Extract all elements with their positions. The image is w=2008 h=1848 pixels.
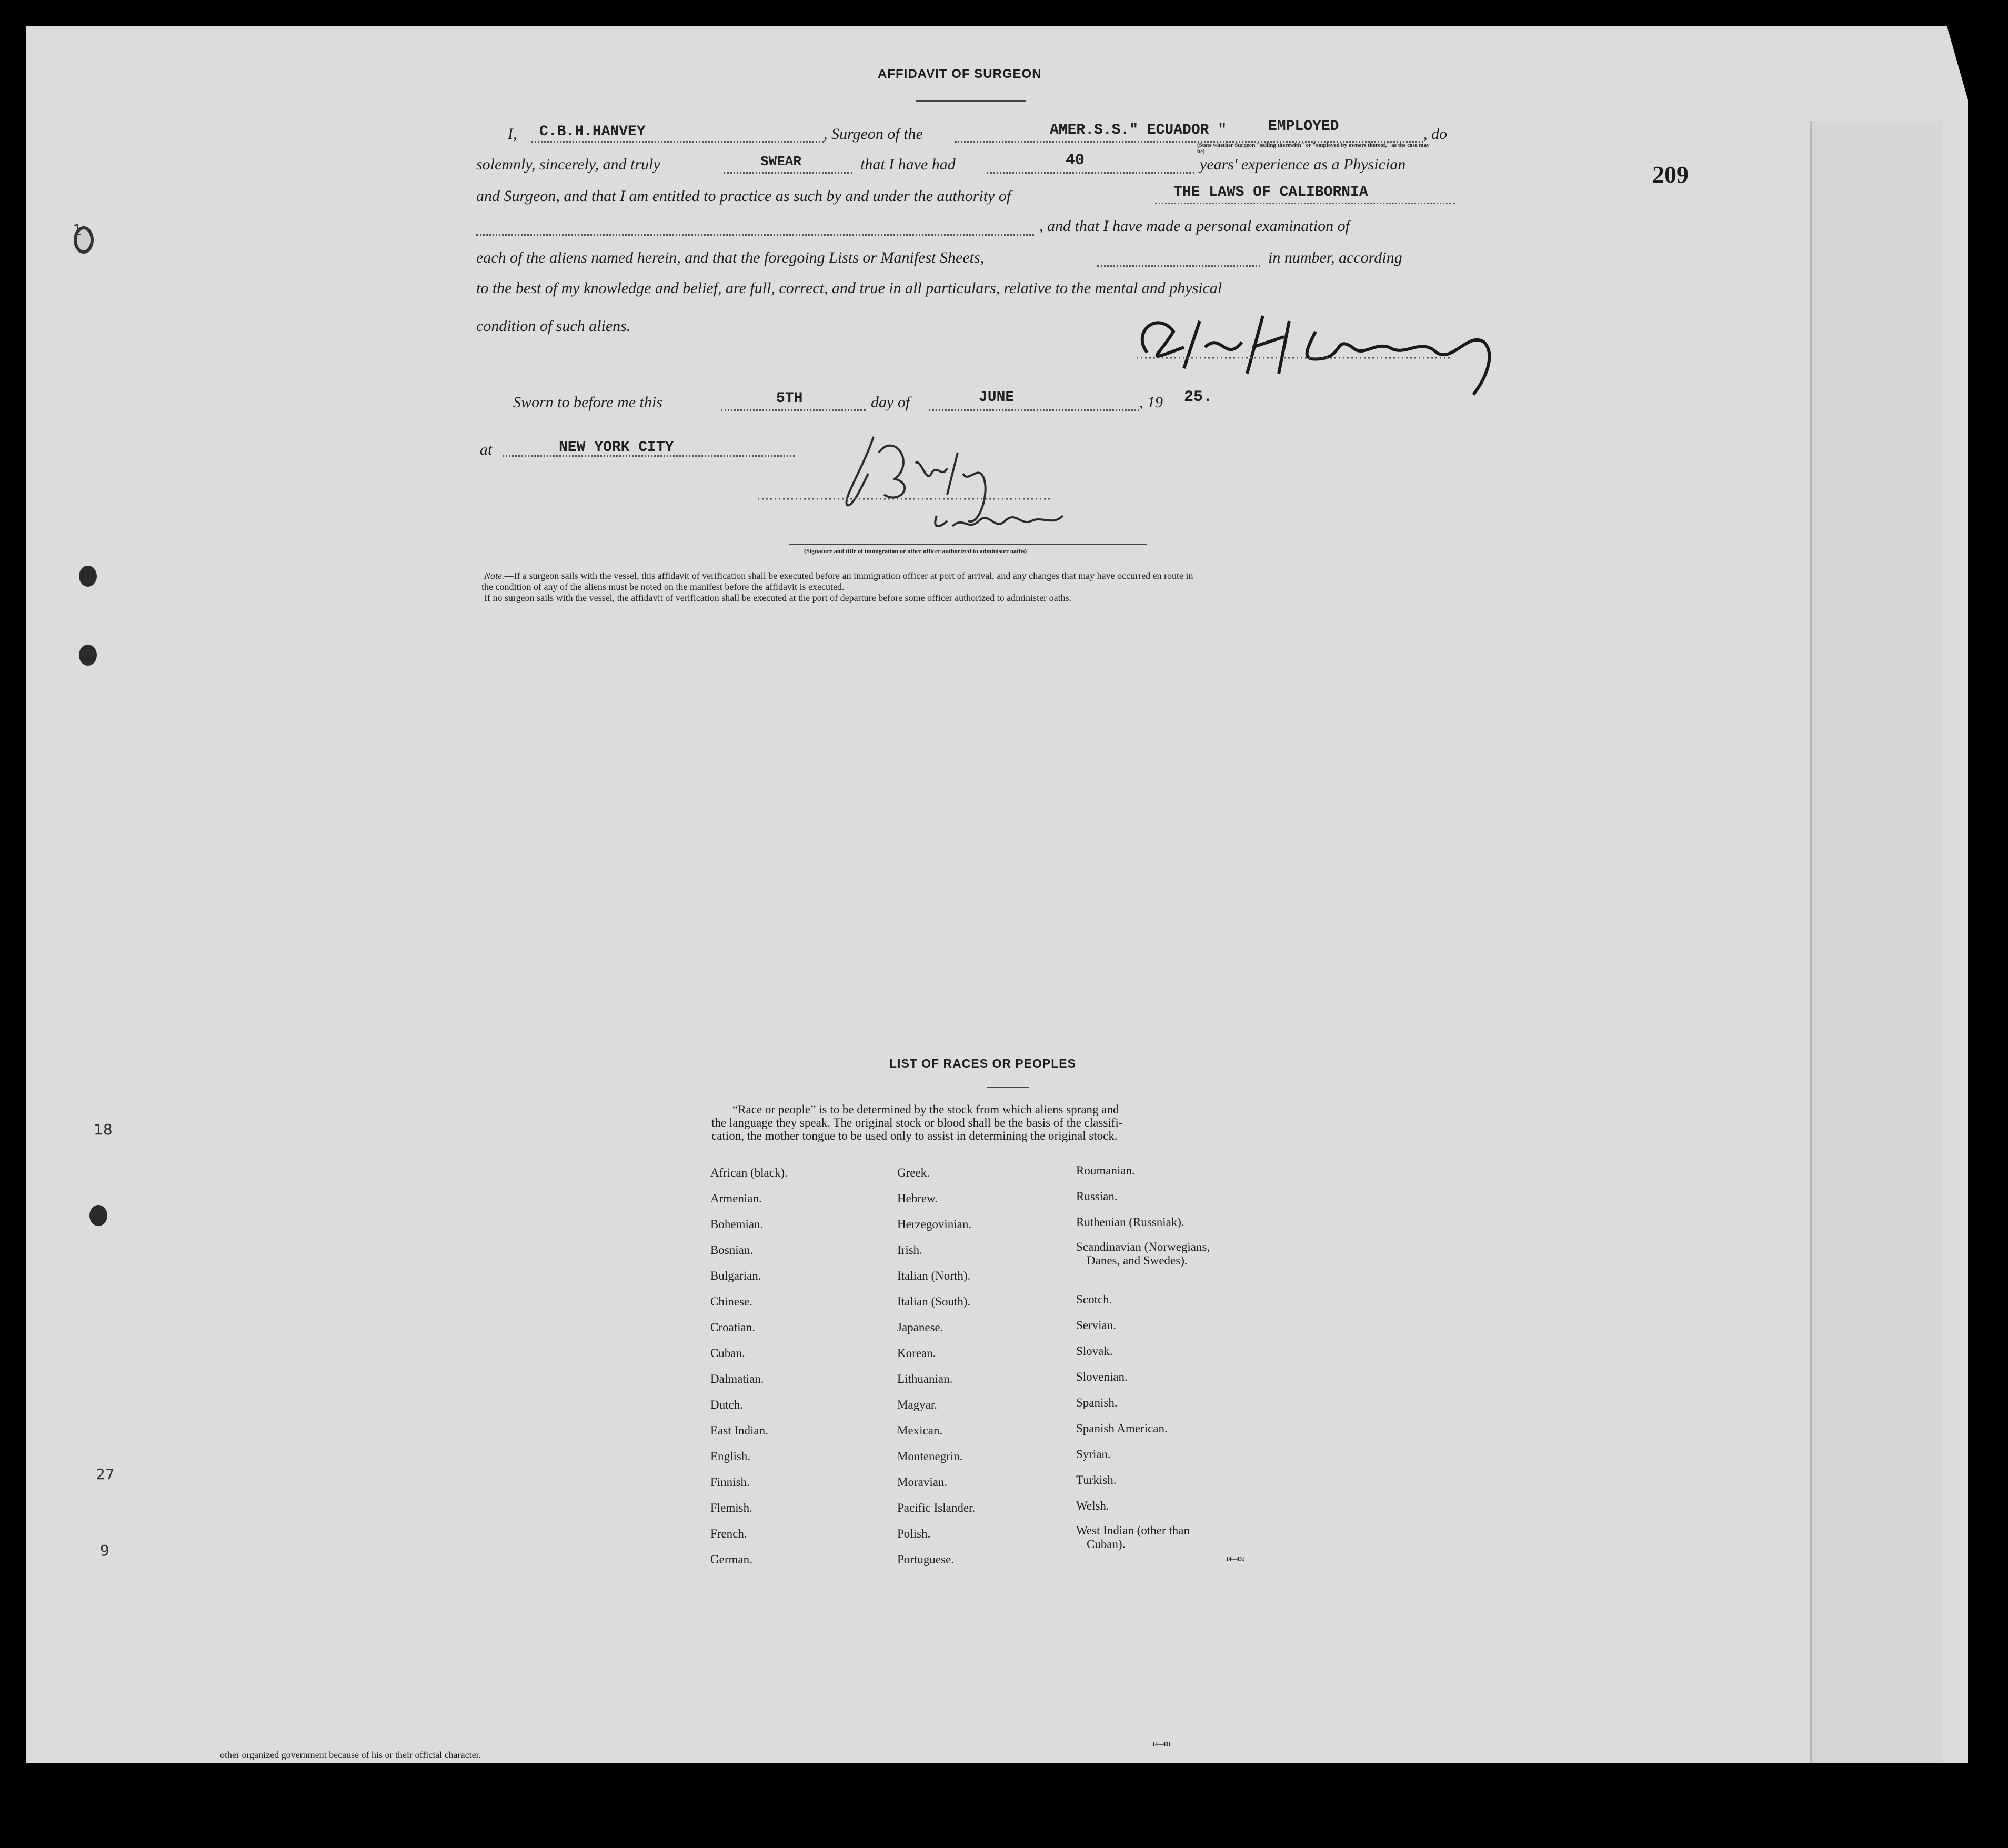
race-item: Dutch. — [710, 1398, 743, 1411]
footer-text: other organized government because of his or their official character. — [220, 1750, 481, 1760]
blank-line — [531, 141, 824, 143]
text-at: at — [480, 441, 493, 458]
officer-signature — [758, 421, 1137, 547]
race-item: Bulgarian. — [710, 1269, 761, 1282]
binder-hole — [89, 1205, 107, 1226]
race-item: Finnish. — [710, 1475, 750, 1489]
text-had: that I have had — [860, 156, 956, 173]
race-item: Chinese. — [710, 1295, 752, 1308]
race-item: East Indian. — [710, 1424, 768, 1437]
page-number: 209 — [1652, 161, 1689, 188]
race-item: Hebrew. — [897, 1192, 938, 1205]
race-item: Pacific Islander. — [897, 1501, 976, 1514]
affidavit-title: AFFIDAVIT OF SURGEON — [878, 67, 1042, 81]
text-sworn: Sworn to before me this — [513, 394, 662, 411]
blank-line — [1155, 203, 1455, 204]
race-item: West Indian (other than Cuban). — [1076, 1524, 1190, 1551]
race-item: Russian. — [1076, 1190, 1118, 1203]
race-item: Flemish. — [710, 1501, 752, 1514]
page-edge — [1810, 121, 1943, 1763]
blank-line — [1097, 265, 1260, 267]
blank-line — [987, 172, 1194, 174]
text-and-surgeon: and Surgeon, and that I am entitled to practice as such by and under the authority of — [476, 187, 1011, 205]
text-solemnly: solemnly, sincerely, and truly — [476, 156, 660, 173]
sworn-month: JUNE — [979, 389, 1015, 406]
vessel-name: AMER.S.S." ECUADOR " — [1050, 122, 1227, 138]
text-made: , and that I have made a personal examination of — [1039, 217, 1350, 235]
race-item: Turkish. — [1076, 1473, 1117, 1487]
race-item: African (black). — [710, 1166, 788, 1179]
race-item: Servian. — [1076, 1319, 1117, 1332]
race-item: Syrian. — [1076, 1448, 1111, 1461]
text-best: to the best of my knowledge and belief, are full, correct, and true in all particulars, relative to the mental and physical — [476, 279, 1222, 297]
race-item: Lithuanian. — [897, 1372, 953, 1385]
note-block — [481, 570, 1458, 604]
sworn-day: 5TH — [776, 390, 803, 407]
text-do: , do — [1423, 125, 1447, 143]
races-column-2 — [897, 1160, 1066, 1572]
binder-number: 27 — [96, 1465, 115, 1483]
title-rule — [916, 100, 1026, 102]
binder-number: 1 — [73, 221, 82, 238]
race-item: Slovak. — [1076, 1344, 1113, 1358]
race-item: Montenegrin. — [897, 1450, 963, 1463]
race-item: Roumanian. — [1076, 1164, 1135, 1177]
races-column-3 — [1076, 1158, 1287, 1570]
binder-number: 18 — [94, 1121, 113, 1138]
race-item: Cuban. — [710, 1347, 745, 1360]
blank-line — [721, 409, 866, 411]
race-item: Italian (South). — [897, 1295, 971, 1308]
note-line-1: —If a surgeon sails with the vessel, this affidavit of verification shall be executed before an immigration officer at port of arrival, and any changes that may have occurred en route in — [504, 570, 1193, 581]
blank-line — [929, 409, 1139, 411]
status-hint: (State whether Surgeon "sailing therewith" or "employed by owners thereof," as the case may be) — [1197, 142, 1430, 155]
binder-number: 9 — [100, 1542, 109, 1559]
races-column-1 — [710, 1160, 879, 1572]
authority: THE LAWS OF CALIBORNIA — [1173, 184, 1368, 200]
text-number: in number, according — [1268, 249, 1402, 266]
race-item: Japanese. — [897, 1321, 943, 1334]
race-item: Italian (North). — [897, 1269, 971, 1282]
oath-word: SWEAR — [760, 154, 802, 169]
race-item: Bohemian. — [710, 1218, 764, 1231]
race-item: Ruthenian (Russniak). — [1076, 1216, 1184, 1229]
race-item: Polish. — [897, 1527, 931, 1540]
surgeon-status: EMPLOYED — [1268, 118, 1339, 135]
race-item: Mexican. — [897, 1424, 943, 1437]
surgeon-name: C.B.H.HANVEY — [539, 124, 646, 140]
races-rule — [987, 1087, 1029, 1088]
race-item: German. — [710, 1553, 752, 1566]
officer-rule — [789, 544, 1147, 545]
text-day-of: day of — [871, 394, 910, 411]
races-intro: “Race or people” is to be determined by the stock from which aliens sprang and the language they speak. The original stock or blood shall be the basis of the classifi- cation, the mother tongue to be used only to assist in determining the original stock. — [711, 1103, 1123, 1142]
races-title: LIST OF RACES OR PEOPLES — [889, 1057, 1076, 1070]
race-item: Welsh. — [1076, 1499, 1109, 1512]
race-item: Slovenian. — [1076, 1370, 1128, 1383]
race-item: Scotch. — [1076, 1293, 1112, 1306]
note-label: Note. — [484, 570, 505, 581]
race-item: Irish. — [897, 1243, 922, 1257]
race-item: Korean. — [897, 1347, 936, 1360]
years-experience: 40 — [1066, 152, 1085, 169]
text-condition: condition of such aliens. — [476, 317, 631, 335]
race-item: Spanish American. — [1076, 1422, 1168, 1435]
race-item: Herzegovinian. — [897, 1218, 972, 1231]
binder-hole — [79, 645, 97, 666]
text-each: each of the aliens named herein, and that the foregoing Lists or Manifest Sheets, — [476, 249, 985, 266]
officer-caption: (Signature and title of immigration or other officer authorized to administer oaths) — [804, 547, 1027, 555]
race-item: Magyar. — [897, 1398, 938, 1411]
race-item: English. — [710, 1450, 751, 1463]
text-surgeon-of: , Surgeon of the — [824, 125, 923, 143]
race-item: Armenian. — [710, 1192, 762, 1205]
race-item: Portuguese. — [897, 1553, 954, 1566]
text-19: , 19 — [1139, 394, 1163, 411]
binder-hole — [79, 566, 97, 587]
race-item: Dalmatian. — [710, 1372, 764, 1385]
footer-form-number: 14—431 — [1152, 1742, 1171, 1747]
blank-line — [476, 234, 1034, 236]
race-item: Moravian. — [897, 1475, 948, 1489]
note-line-2: the condition of any of the aliens must be noted on the manifest before the affidavit is executed. — [481, 581, 845, 592]
text-i: I, — [508, 125, 517, 143]
sworn-place: NEW YORK CITY — [559, 439, 674, 456]
race-item: Spanish. — [1076, 1396, 1118, 1409]
blank-line — [724, 172, 852, 174]
sworn-year: 25. — [1184, 388, 1213, 406]
race-item: French. — [710, 1527, 747, 1540]
race-item: Greek. — [897, 1166, 930, 1179]
race-item: Scandinavian (Norwegians, Danes, and Swedes). — [1076, 1240, 1210, 1267]
note-line-3: If no surgeon sails with the vessel, the affidavit of verification shall be executed at the port of departure before some officer authorized to administer oaths. — [484, 592, 1072, 603]
race-item: Bosnian. — [710, 1243, 754, 1257]
race-item: Croatian. — [710, 1321, 755, 1334]
blank-line — [503, 455, 795, 457]
text-years: years' experience as a Physician — [1200, 156, 1406, 173]
races-form-number: 14—431 — [1226, 1556, 1244, 1562]
